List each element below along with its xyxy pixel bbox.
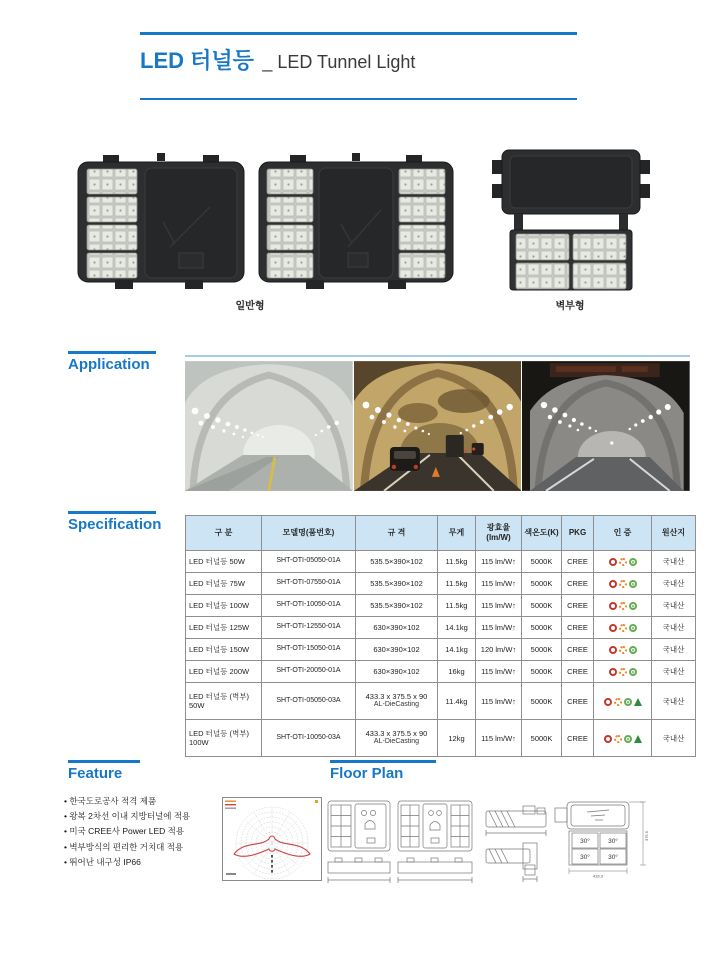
- cell-cct: 5000K: [522, 573, 562, 595]
- feature-item: • 한국도로공사 적격 제품: [64, 795, 218, 808]
- header-rule-top: [140, 32, 577, 35]
- application-section-title: Application: [68, 356, 150, 373]
- header-weight: 무게: [438, 516, 476, 551]
- cell-origin: 국내산: [652, 551, 696, 573]
- header-cert: 인 증: [594, 516, 652, 551]
- application-section-rule: [68, 351, 156, 354]
- kc-certification-icon: [609, 558, 617, 566]
- kc-certification-icon: [609, 624, 617, 632]
- cell-cct: 5000K: [522, 720, 562, 757]
- spec-row: [186, 661, 696, 683]
- cell-model: SHT-OTI-20050-01A: [262, 661, 356, 683]
- cell-size-material: AL-DieCasting: [373, 738, 420, 746]
- module-angle-label: 30°: [608, 838, 618, 845]
- cell-pkg: CREE: [562, 683, 594, 720]
- energy-saving-certification-icon: [634, 698, 642, 706]
- cell-size: 630×390×102: [356, 617, 438, 639]
- high-efficiency-certification-icon: [619, 668, 627, 676]
- spec-table-body: [186, 551, 696, 757]
- floorplan-section-title: Floor Plan: [330, 765, 404, 782]
- cell-pkg: CREE: [562, 661, 594, 683]
- feature-list: [64, 793, 218, 871]
- cell-pkg: CREE: [562, 551, 594, 573]
- header-efficacy: 광효율(lm/W): [476, 516, 522, 551]
- eco-label-icon: [629, 668, 637, 676]
- cell-weight: 11.5kg: [438, 573, 476, 595]
- spec-row: [186, 595, 696, 617]
- cell-pkg: CREE: [562, 617, 594, 639]
- cell-certifications: [594, 661, 652, 683]
- cell-certifications: [594, 720, 652, 757]
- width-dimension-label: 433.3: [592, 873, 604, 879]
- cell-category: LED 터널등 50W: [186, 551, 262, 573]
- cell-certifications: [594, 639, 652, 661]
- spec-row: [186, 551, 696, 573]
- cell-cct: 5000K: [522, 595, 562, 617]
- feature-item: • 벽부방식의 편리한 거치대 적용: [64, 841, 218, 854]
- product-image-wallmount: [488, 146, 654, 299]
- cell-weight: 14.1kg: [438, 617, 476, 639]
- cell-pkg: CREE: [562, 573, 594, 595]
- feature-section-title: Feature: [68, 765, 123, 782]
- specification-table-container: [185, 515, 695, 757]
- header-origin: 원산지: [652, 516, 696, 551]
- tunnel-photo-3: [522, 361, 690, 491]
- floorplan-section-rule: [330, 760, 436, 763]
- cell-cct: 5000K: [522, 683, 562, 720]
- cell-size: 433.3 x 375.5 x 90 AL-DieCasting: [356, 683, 438, 720]
- specification-section-rule: [68, 511, 156, 514]
- cell-model: SHT-OTI-05050-03A: [262, 683, 356, 720]
- specification-table: [185, 515, 696, 757]
- kc-certification-icon: [604, 698, 612, 706]
- cell-category: LED 터널등 (벽부) 100W: [186, 720, 262, 757]
- height-dimension-label: 375.5: [644, 830, 649, 842]
- floorplan-topview-1: [327, 800, 391, 888]
- cell-weight: 14.1kg: [438, 639, 476, 661]
- cell-category: LED 터널등 (벽부) 50W: [186, 683, 262, 720]
- cell-efficacy: 115 lm/W↑: [476, 595, 522, 617]
- feature-item: • 뛰어난 내구성 IP66: [64, 856, 218, 869]
- cell-efficacy: 115 lm/W↑: [476, 720, 522, 757]
- eco-label-icon: [624, 698, 632, 706]
- high-efficiency-certification-icon: [614, 735, 622, 743]
- kc-certification-icon: [604, 735, 612, 743]
- cell-origin: 국내산: [652, 573, 696, 595]
- floorplan-topview-2: [397, 800, 473, 888]
- cell-pkg: CREE: [562, 720, 594, 757]
- eco-label-icon: [624, 735, 632, 743]
- cell-efficacy: 115 lm/W↑: [476, 551, 522, 573]
- specification-section-title: Specification: [68, 516, 162, 533]
- cell-model: SHT-OTI-15050-01A: [262, 639, 356, 661]
- spec-row: [186, 617, 696, 639]
- page-title: [140, 44, 415, 75]
- page-title-english: _ LED Tunnel Light: [262, 52, 416, 72]
- kc-certification-icon: [609, 580, 617, 588]
- cell-pkg: CREE: [562, 639, 594, 661]
- application-photos: [185, 361, 690, 491]
- cell-origin: 국내산: [652, 720, 696, 757]
- spec-row: [186, 639, 696, 661]
- cell-model: SHT-OTI-12550-01A: [262, 617, 356, 639]
- floorplan-sideviews: [485, 803, 547, 883]
- header-rule-bottom: [140, 98, 577, 100]
- cell-category: LED 터널등 75W: [186, 573, 262, 595]
- cell-origin: 국내산: [652, 661, 696, 683]
- header-size: 규 격: [356, 516, 438, 551]
- cell-origin: 국내산: [652, 639, 696, 661]
- cell-size: 535.5×390×102: [356, 551, 438, 573]
- cell-certifications: [594, 573, 652, 595]
- cell-model: SHT-OTI-10050-03A: [262, 720, 356, 757]
- cell-size-material: AL-DieCasting: [373, 701, 420, 709]
- high-efficiency-certification-icon: [619, 624, 627, 632]
- product-image-general-2: [256, 152, 456, 299]
- cell-model: SHT-OTI-05050-01A: [262, 551, 356, 573]
- cell-weight: 16kg: [438, 661, 476, 683]
- cell-category: LED 터널등 100W: [186, 595, 262, 617]
- product-image-general-1: [75, 152, 247, 299]
- spec-row: [186, 573, 696, 595]
- header-model: 모델명(품번호): [262, 516, 356, 551]
- page-title-korean: LED 터널등: [140, 48, 254, 73]
- cell-certifications: [594, 683, 652, 720]
- light-distribution-chart: [222, 797, 322, 886]
- cell-weight: 11.5kg: [438, 551, 476, 573]
- module-angle-label: 30°: [580, 838, 590, 845]
- module-angle-label: 30°: [580, 854, 590, 861]
- cell-cct: 5000K: [522, 661, 562, 683]
- kc-certification-icon: [609, 602, 617, 610]
- cell-cct: 5000K: [522, 617, 562, 639]
- high-efficiency-certification-icon: [619, 602, 627, 610]
- cell-category: LED 터널등 200W: [186, 661, 262, 683]
- high-efficiency-certification-icon: [614, 698, 622, 706]
- spec-row: [186, 720, 696, 757]
- cell-cct: 5000K: [522, 551, 562, 573]
- tunnel-photo-2: [354, 361, 522, 491]
- feature-item: • 왕복 2차선 이내 지방터널에 적용: [64, 810, 218, 823]
- high-efficiency-certification-icon: [619, 580, 627, 588]
- eco-label-icon: [629, 624, 637, 632]
- header-category: 구 분: [186, 516, 262, 551]
- cell-efficacy: 115 lm/W↑: [476, 573, 522, 595]
- product-label-general: 일반형: [235, 301, 265, 312]
- floorplan-drawings: [327, 795, 700, 915]
- feature-item: • 미국 CREE사 Power LED 적용: [64, 825, 218, 838]
- cell-efficacy: 115 lm/W↑: [476, 617, 522, 639]
- cell-weight: 11.4kg: [438, 683, 476, 720]
- energy-saving-certification-icon: [634, 735, 642, 743]
- kc-certification-icon: [609, 668, 617, 676]
- cell-model: SHT-OTI-10050-01A: [262, 595, 356, 617]
- cell-certifications: [594, 617, 652, 639]
- cell-category: LED 터널등 125W: [186, 617, 262, 639]
- application-top-rule: [185, 355, 690, 357]
- cell-model: SHT-OTI-07550-01A: [262, 573, 356, 595]
- eco-label-icon: [629, 558, 637, 566]
- spec-row: [186, 683, 696, 720]
- header-cct: 색온도(K): [522, 516, 562, 551]
- cell-size: 535.5×390×102: [356, 595, 438, 617]
- cell-size: 630×390×102: [356, 661, 438, 683]
- cell-weight: 11.5kg: [438, 595, 476, 617]
- module-angle-label: 30°: [608, 854, 618, 861]
- cell-size: 433.3 x 375.5 x 90 AL-DieCasting: [356, 720, 438, 757]
- cell-pkg: CREE: [562, 595, 594, 617]
- cell-weight: 12kg: [438, 720, 476, 757]
- eco-label-icon: [629, 602, 637, 610]
- cell-cct: 5000K: [522, 639, 562, 661]
- eco-label-icon: [629, 646, 637, 654]
- spec-header-row: [186, 516, 696, 551]
- cell-size: 535.5×390×102: [356, 573, 438, 595]
- cell-certifications: [594, 551, 652, 573]
- cell-category: LED 터널등 150W: [186, 639, 262, 661]
- cell-efficacy: 115 lm/W↑: [476, 661, 522, 683]
- high-efficiency-certification-icon: [619, 646, 627, 654]
- cell-size: 630×390×102: [356, 639, 438, 661]
- cell-origin: 국내산: [652, 683, 696, 720]
- cell-efficacy: 115 lm/W↑: [476, 683, 522, 720]
- feature-section-rule: [68, 760, 140, 763]
- eco-label-icon: [629, 580, 637, 588]
- cell-efficacy: 120 lm/W↑: [476, 639, 522, 661]
- kc-certification-icon: [609, 646, 617, 654]
- floorplan-wallmount-view: [553, 800, 655, 880]
- cell-origin: 국내산: [652, 617, 696, 639]
- cell-origin: 국내산: [652, 595, 696, 617]
- high-efficiency-certification-icon: [619, 558, 627, 566]
- header-pkg: PKG: [562, 516, 594, 551]
- cell-certifications: [594, 595, 652, 617]
- tunnel-photo-1: [185, 361, 353, 491]
- product-label-wallmount: 벽부형: [555, 301, 585, 312]
